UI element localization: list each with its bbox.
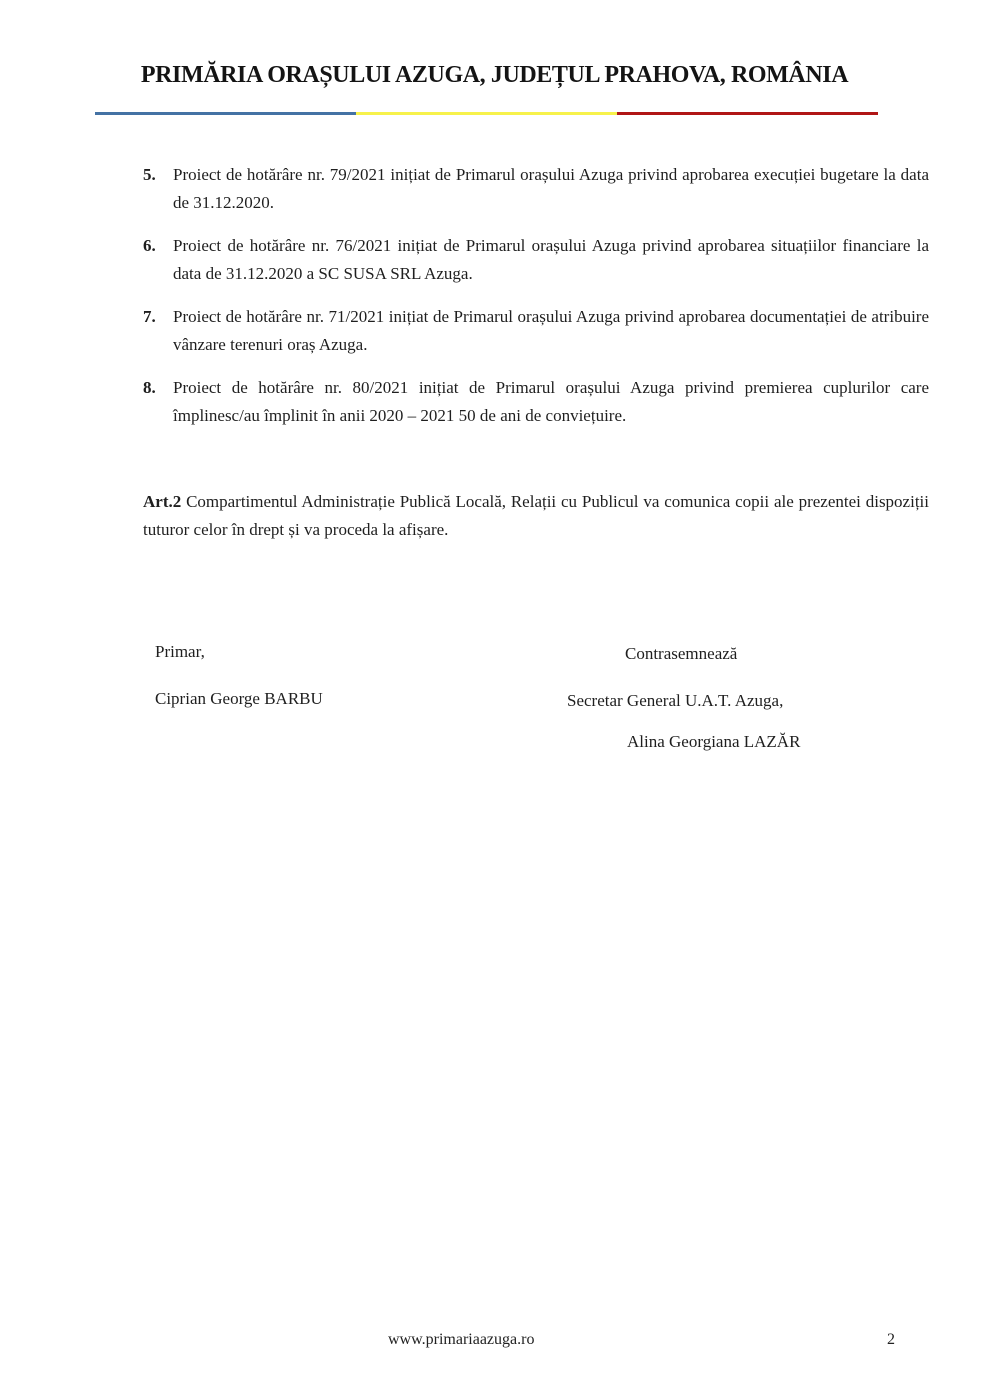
signature-secretary-name: Alina Georgiana LAZĂR bbox=[627, 732, 801, 751]
countersign-heading: Contrasemnează bbox=[625, 644, 738, 663]
page-title: PRIMĂRIA ORAȘULUI AZUGA, JUDEȚUL PRAHOVA, ROMÂNIA bbox=[140, 62, 849, 88]
list-item-text: Proiect de hotărâre nr. 79/2021 inițiat de Primarul orașului Azuga privind aprobarea execuției bugetare la data de 31.12.2020. bbox=[173, 165, 929, 212]
list-item-text: Proiect de hotărâre nr. 80/2021 inițiat de Primarul orașului Azuga privind premierea cuplurilor care împlinesc/au împlinit în anii 2020 – 2021 50 de ani de conviețuire. bbox=[173, 378, 929, 425]
list-item bbox=[143, 303, 929, 359]
footer-page-number: 2 bbox=[887, 1331, 895, 1348]
signature-secretary-role: Secretar General U.A.T. Azuga, bbox=[567, 691, 784, 710]
list-item-number: 5. bbox=[143, 165, 156, 184]
list-item-number: 8. bbox=[143, 378, 156, 397]
signature-mayor-name: Ciprian George BARBU bbox=[155, 689, 323, 708]
romanian-flag-divider bbox=[95, 112, 878, 115]
list-item-number: 6. bbox=[143, 236, 156, 255]
article-text: Compartimentul Administrație Publică Locală, Relații cu Publicul va comunica copii ale prezentei dispoziții tuturor celor în drept și va proceda la afișare. bbox=[143, 492, 929, 539]
footer-website: www.primariaazuga.ro bbox=[388, 1331, 535, 1348]
list-item bbox=[143, 232, 929, 288]
resolution-list bbox=[143, 161, 929, 445]
list-item-text: Proiect de hotărâre nr. 71/2021 inițiat de Primarul orașului Azuga privind aprobarea documentației de atribuire vânzare terenuri oraș Azuga. bbox=[173, 307, 929, 354]
list-item-text: Proiect de hotărâre nr. 76/2021 inițiat de Primarul orașului Azuga privind aprobarea situațiilor financiare la data de 31.12.2020 a SC SUSA SRL Azuga. bbox=[173, 236, 929, 283]
list-item-number: 7. bbox=[143, 307, 156, 326]
signature-mayor-role: Primar, bbox=[155, 642, 205, 661]
flag-blue-segment bbox=[95, 112, 356, 115]
article-2-paragraph bbox=[143, 488, 929, 544]
article-label: Art.2 bbox=[143, 492, 182, 511]
list-item bbox=[143, 161, 929, 217]
flag-yellow-segment bbox=[356, 112, 617, 115]
flag-red-segment bbox=[617, 112, 878, 115]
list-item bbox=[143, 374, 929, 430]
